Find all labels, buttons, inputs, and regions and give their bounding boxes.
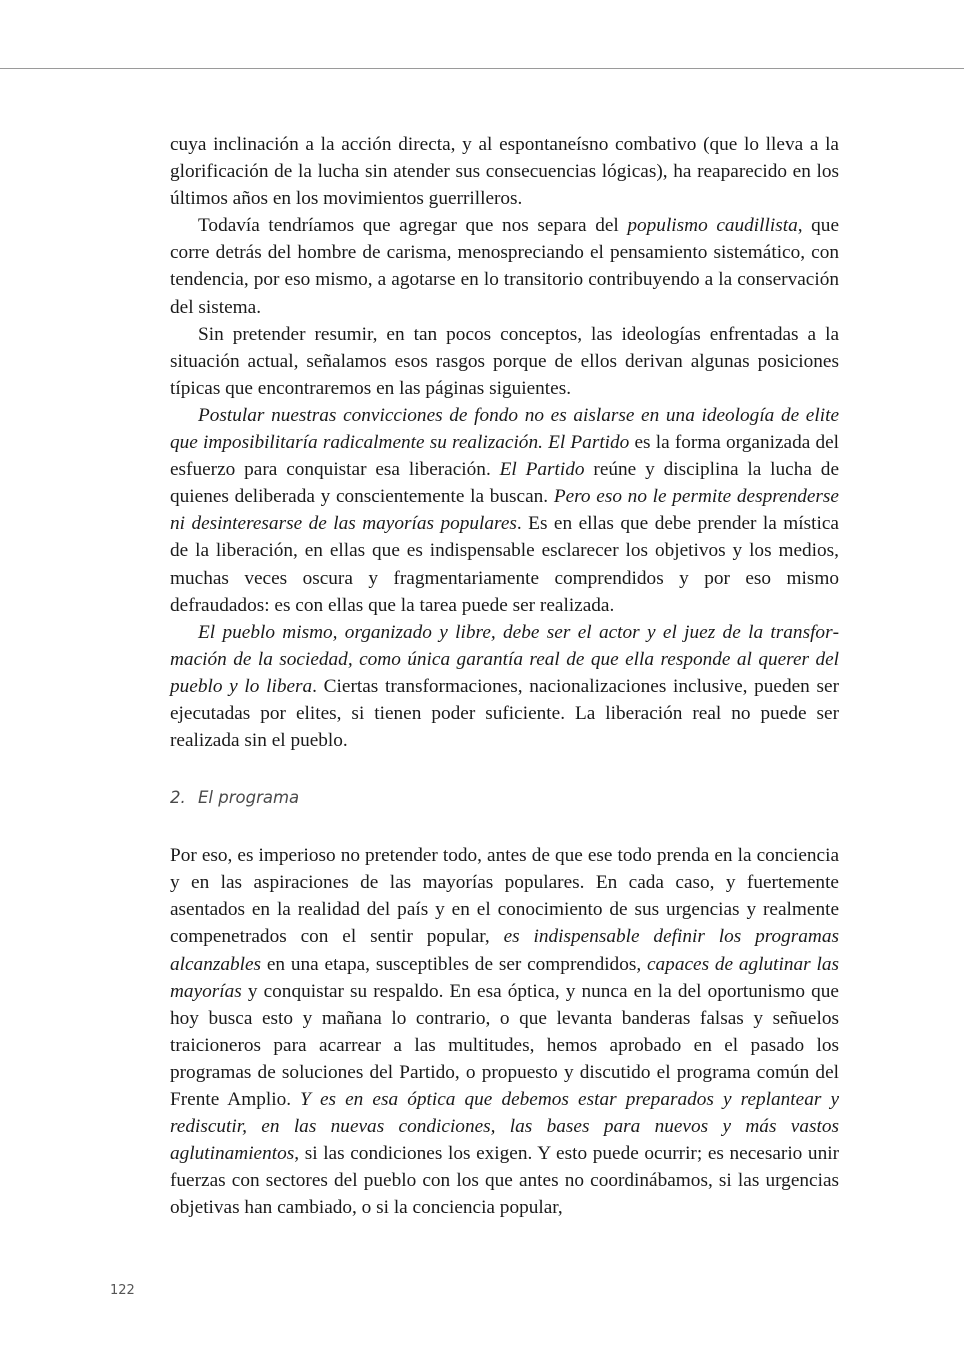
text-run: Todavía tendríamos que agregar que nos separa del [198,215,628,237]
text-run: . Ciertas transformaciones, nacionalizaciones inclusive, pueden ser ejecutadas por elites, si tienen poder suficiente. La liberación real no puede ser realizada sin el pueblo. [170,675,839,752]
text-run: y conquistar su respaldo. En esa óptica, y nunca en la del oportunismo que hoy busca esto y mañana lo contrario, o que levanta banderas falsas y señuelos traicioneros para acarrear a las multitudes, hemos aprobado en el pasado los programas de soluciones del Partido, o propuesto y discutido el programa común del Frente Amplio. [170,980,839,1110]
paragraphs-before-heading [170,131,839,754]
header-rule [0,68,964,69]
text-run: Sin pretender resumir, en tan pocos conceptos, las ideologías enfrentadas a la situación actual, señalamos esos rasgos porque de ellos derivan algunas posiciones típicas que encontraremos en las páginas siguientes. [170,323,839,399]
paragraph [170,842,839,1221]
text-run: es la forma organizada del esfuerzo para conquistar esa liberación. [170,432,839,481]
section-heading [170,781,839,815]
text-run: Por eso, es imperioso no pretender todo, antes de que ese todo prenda en la conciencia y en las aspiraciones de las mayorías populares. En cada caso, y fuertemente asentados en la realidad del país y en el conocimiento de sus urgencias y realmente compenetrados con el sentir popular, [170,845,839,948]
text-run: reúne y disciplina la lucha de quienes deliberada y conscientemente la buscan. [170,459,839,508]
italic-run: El Partido [499,459,585,481]
paragraph [170,212,839,320]
italic-run: El pueblo mismo, organizado y libre, debe ser el actor y el juez de la transformación de la sociedad, como única garantía real de que ella responde al querer del pueblo y lo libera [170,621,839,697]
italic-run: populismo caudillista [627,215,798,237]
section-title: El programa [198,788,300,808]
italic-run: Postular nuestras convicciones de fondo no es aislarse en una ideología de elite que imposibilitaría radicalmente su realización. El Partido [170,404,839,454]
italic-run: es indispensable definir los programas alcanzables [170,926,839,975]
page-number: 122 [110,1283,135,1298]
paragraph [170,619,839,754]
paragraph [170,131,839,212]
italic-run: Y es en esa óptica que debemos estar preparados y replantear y rediscutir, en las nuevas condiciones, las bases para nuevos y más vastos aglutinamientos [170,1089,839,1165]
text-run: . Es en ellas que debe prender la mística de la liberación, en ellas que es indispensable esclarecer los objetivos y los medios, muchas veces oscura y fragmentariamente comprendidos y por eso mismo defraudados: es con ellas que la tarea puede ser realizada. [170,513,839,616]
paragraph [170,321,839,402]
text-run: , si las condiciones los exigen. Y esto puede ocurrir; es necesario unir fuerzas con sectores del pueblo con los que antes no coordinábamos, si las urgencias objetivas han cambiado, o si la conciencia popular, [170,1143,839,1219]
text-run: en una etapa, susceptibles de ser comprendidos, [261,953,647,975]
italic-run: Pero eso no le permite desprenderse ni desinteresarse de las mayorías populares [170,486,839,535]
italic-run: capaces de aglutinar las mayorías [170,953,839,1002]
text-run: cuya inclinación a la acción directa, y al espontaneísno combativo (que lo lleva a la glorificación de la lucha sin atender sus consecuencias lógicas), ha reaparecido en los últimos años en los movimientos guerrilleros. [170,134,839,210]
text-run: , que corre detrás del hombre de carisma, menospreciando el pensamiento sistemático, con tendencia, por eso mismo, a agotarse en lo transitorio contribuyendo a la conservación del sistema. [170,215,839,318]
paragraphs-after-heading [170,842,839,1221]
section-number: 2. [170,788,186,808]
body-text [170,131,839,1221]
paragraph [170,402,839,619]
